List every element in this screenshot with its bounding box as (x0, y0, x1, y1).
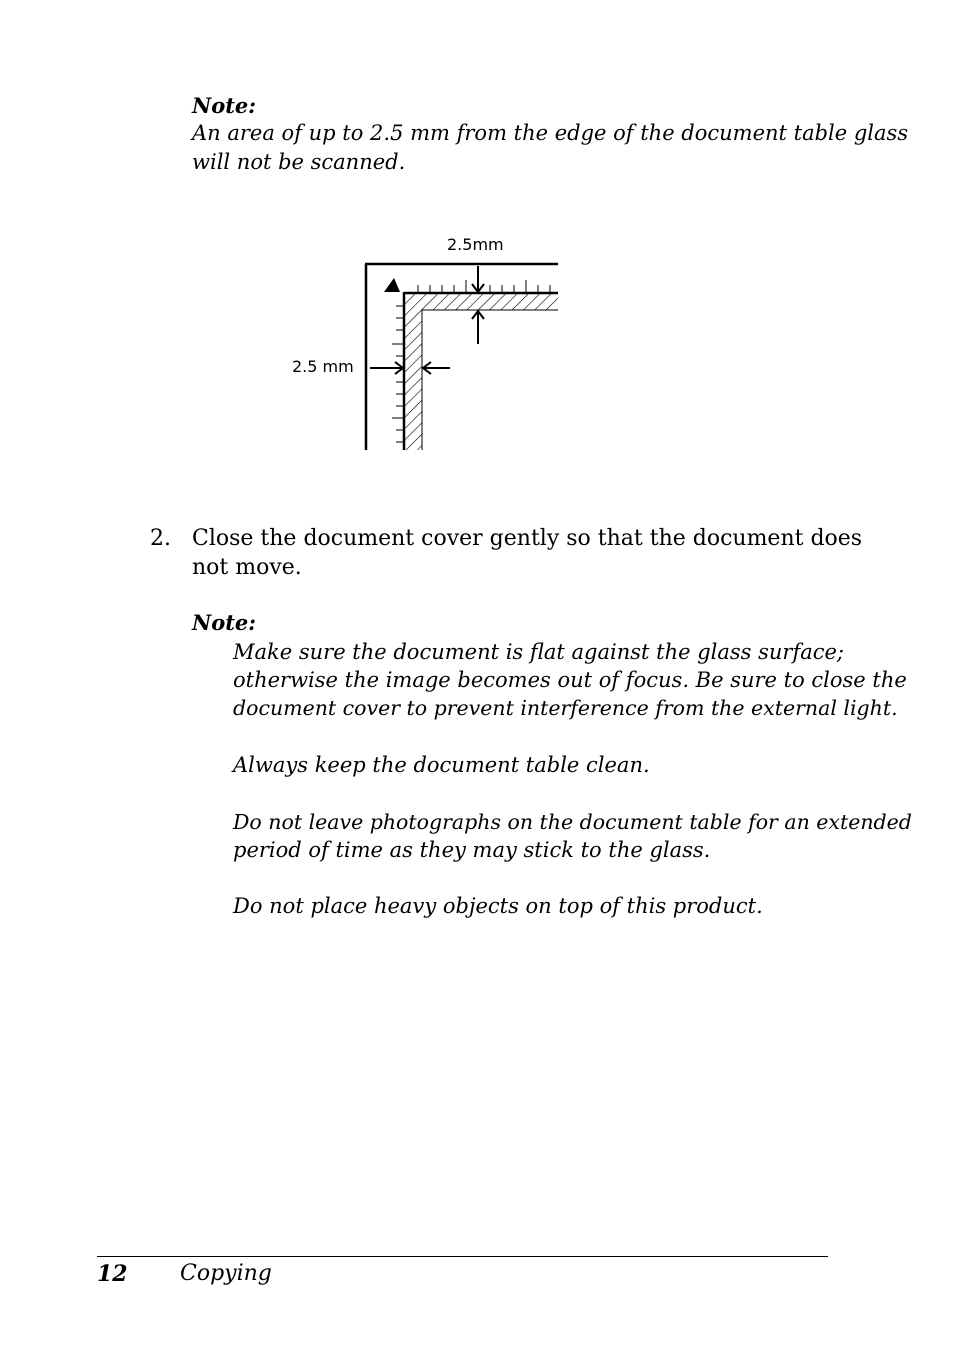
step-number: 2. (150, 526, 171, 551)
note-title: Note: (192, 610, 257, 635)
dimension-label-left: 2.5 mm (292, 357, 354, 376)
note-line: period of time as they may stick to the glass. (233, 838, 711, 862)
note-line: document cover to prevent interference from the external light. (233, 696, 898, 720)
dimension-label-top: 2.5mm (447, 235, 504, 254)
note-line: Make sure the document is flat against the glass surface; (233, 640, 845, 664)
step-text-line: Close the document cover gently so that the document does (192, 526, 863, 551)
note-line: Do not place heavy objects on top of this product. (233, 894, 763, 918)
note-line: otherwise the image becomes out of focus. Be sure to close the (233, 668, 907, 692)
note-line: will not be scanned. (192, 150, 406, 174)
note-line: Always keep the document table clean. (233, 753, 650, 777)
arrow-right-icon (370, 362, 403, 374)
section-title: Copying (180, 1261, 272, 1286)
step-text-line: not move. (192, 555, 302, 580)
arrow-up-icon (472, 311, 484, 344)
arrow-left-icon (423, 362, 450, 374)
note-line: Do not leave photographs on the document table for an extended (233, 810, 912, 834)
scan-margin-diagram (360, 258, 590, 458)
footer-rule (97, 1256, 828, 1257)
corner-marker-icon (384, 278, 400, 292)
arrow-down-icon (472, 266, 484, 292)
page-number: 12 (97, 1261, 128, 1287)
note-line: An area of up to 2.5 mm from the edge of the document table glass (192, 121, 909, 145)
note-title: Note: (192, 93, 257, 118)
